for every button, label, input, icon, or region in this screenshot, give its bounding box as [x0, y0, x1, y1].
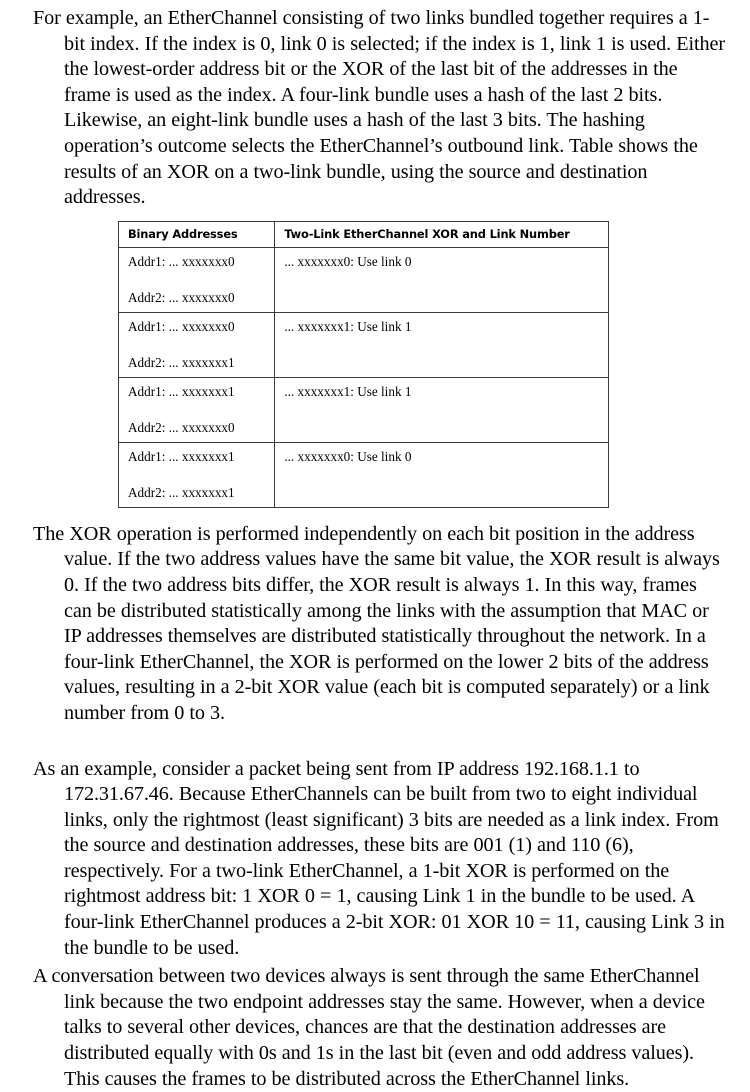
xor-result-line: ... xxxxxxx0: Use link 0: [284, 448, 412, 464]
cell-binary-addresses: [119, 312, 275, 377]
table-header-row: [119, 221, 609, 247]
paragraph-intro-example: For example, an EtherChannel consisting of two links bundled together requires a 1-bit index. If the index is 0, link 0 is selected; if the index is 1, link 1 is used. Either the lowest-order address bit or the XOR of the last bit of the addresses in the frame is used as the index. A four-link bundle uses a hash of the last 2 bits. Likewise, an eight-link bundle uses a hash of the last 3 bits. The hashing operation’s outcome selects the EtherChannel’s outbound link. Table shows the results of an XOR on a two-link bundle, using the source and destination addresses.: [33, 7, 725, 209]
paragraph-ip-example: As an example, consider a packet being sent from IP address 192.168.1.1 to 172.31.67.46. Because EtherChannels can be built from two to eight individual links, only the rightmost (least significant) 3 bits are needed as a link index. From the source and destination addresses, these bits are 001 (1) and 110 (6), respectively. For a two-link EtherChannel, a 1-bit XOR is performed on the rightmost address bit: 1 XOR 0 = 1, causing Link 1 in the bundle to be used. A four-link EtherChannel produces a 2-bit XOR: 01 XOR 10 = 11, causing Link 3 in the bundle to be used.: [33, 757, 725, 959]
cell-binary-addresses: [119, 377, 275, 442]
cell-xor-result: [275, 442, 609, 507]
address-line-1: Addr1: ... xxxxxxx1: [128, 448, 235, 464]
cell-xor-result: [275, 247, 609, 312]
column-header-binary-addresses: Binary Addresses: [119, 221, 275, 247]
xor-result-line: ... xxxxxxx1: Use link 1: [284, 318, 412, 334]
cell-binary-addresses: [119, 442, 275, 507]
table-body: [119, 247, 609, 507]
cell-xor-result: [275, 312, 609, 377]
address-line-1: Addr1: ... xxxxxxx0: [128, 318, 235, 334]
table-row: [119, 247, 609, 312]
address-line-2: Addr2: ... xxxxxxx1: [128, 354, 235, 370]
xor-result-line: ... xxxxxxx0: Use link 0: [284, 253, 412, 269]
cell-binary-addresses: [119, 247, 275, 312]
address-line-2: Addr2: ... xxxxxxx0: [128, 289, 235, 305]
table-row: [119, 377, 609, 442]
column-header-xor-and-link: Two-Link EtherChannel XOR and Link Number: [275, 221, 609, 247]
xor-result-line: ... xxxxxxx1: Use link 1: [284, 383, 412, 399]
cell-xor-result: [275, 377, 609, 442]
table-row: [119, 442, 609, 507]
address-line-2: Addr2: ... xxxxxxx0: [128, 419, 235, 435]
address-line-1: Addr1: ... xxxxxxx1: [128, 383, 235, 399]
paragraph-xor-operation: The XOR operation is performed independently on each bit position in the address value. If the two address values have the same bit value, the XOR result is always 0. If the two address bits differ, the XOR result is always 1. In this way, frames can be distributed statistically among the links with the assumption that MAC or IP addresses themselves are distributed statistically throughout the network. In a four-link EtherChannel, the XOR is performed on the lower 2 bits of the address values, resulting in a 2-bit XOR value (each bit is computed separately) or a link number from 0 to 3.: [33, 522, 720, 724]
paragraph-conversation: A conversation between two devices always is sent through the same EtherChannel link because the two endpoint addresses stay the same. However, when a device talks to several other devices, chances are that the destination addresses are distributed equally with 0s and 1s in the last bit (even and odd address values). This causes the frames to be distributed across the EtherChannel links.: [33, 965, 705, 1090]
xor-table-container: [118, 221, 609, 508]
address-line-2: Addr2: ... xxxxxxx1: [128, 484, 235, 500]
address-line-1: Addr1: ... xxxxxxx0: [128, 253, 235, 269]
two-link-xor-table: [118, 221, 609, 508]
table-row: [119, 312, 609, 377]
table-header: [119, 221, 609, 247]
